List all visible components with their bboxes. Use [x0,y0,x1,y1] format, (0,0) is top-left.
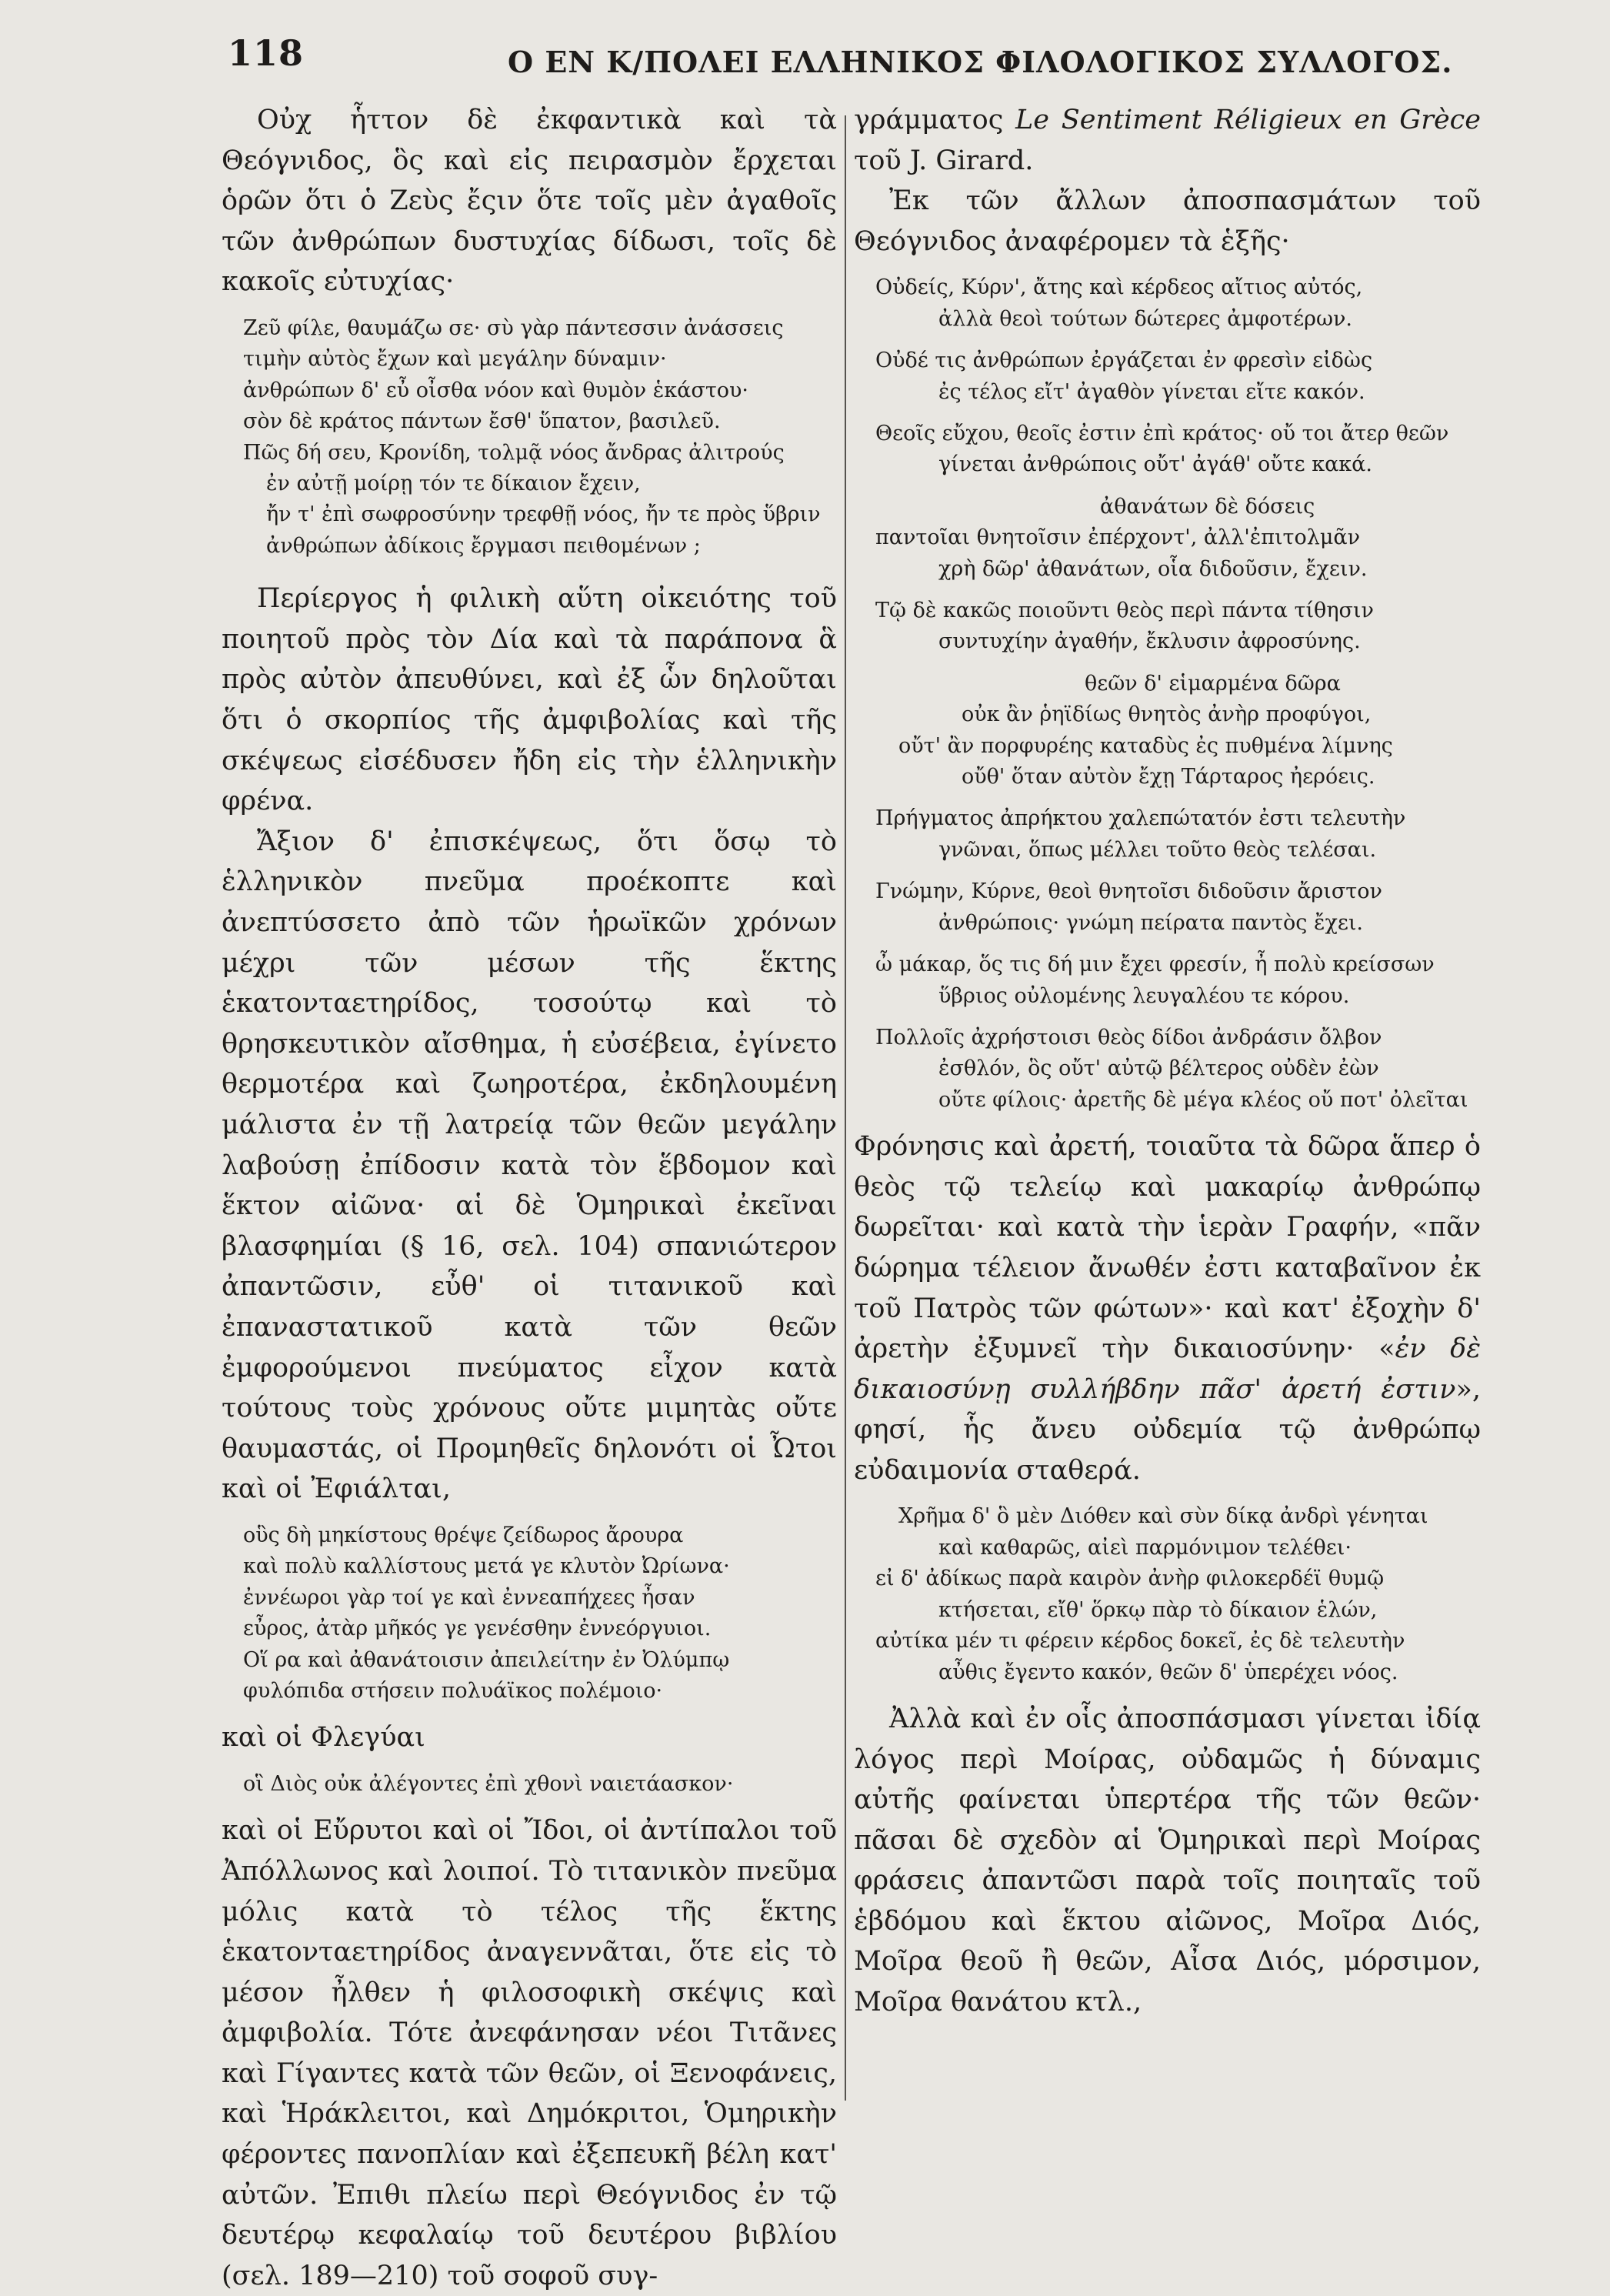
verse-line: Θεοῖς εὔχου, θεοῖς ἐστιν ἐπὶ κράτος· οὔ τοι ἄτερ θεῶν [875,422,1449,446]
verse-line: οἳ Διὸς οὐκ ἀλέγοντες ἐπὶ χθονὶ ναιετάασκον· [243,1771,734,1796]
right-paragraph-3 [854,1126,1481,1490]
verse-line: Πολλοῖς ἀχρήστοισι θεὸς δίδοι ἀνδράσιν ὄλβον [875,1025,1382,1050]
right-paragraph-1-text: γράμματος [854,105,1016,135]
verse-line: ἐν αὐτῇ μοίρῃ τόν τε δίκαιον ἔχειν, [266,472,641,496]
verse-line: οὔτε φίλοις· ἀρετῆς δὲ μέγα κλέος οὔ ποτ' ὀλεῖται [938,1087,1468,1112]
verse-line: Οὐδείς, Κύρν', ἄτης καὶ κέρδεος αἴτιος αὐτός, [875,275,1363,300]
verse-group [854,949,1481,1012]
verse-line: ἀνθρώπων δ' εὖ οἶσθα νόον καὶ θυμὸν ἑκάστου· [243,378,749,402]
left-paragraph-5: καὶ οἱ Εὔρυτοι καὶ οἱ Ἴδοι, οἱ ἀντίπαλοι τοῦ Ἀπόλλωνος καὶ λοιποί. Τὸ τιτανικὸν πνεῦμα μόλις κατὰ τὸ τέλος τῆς ἕκτης ἑκατονταετηρίδος ἀναγεννᾶται, ὅτε εἰς τὸ μέσον ἦλθεν ἡ φιλοσοφικὴ σκέψις καὶ ἀμφιβολία. Τότε ἀνεφάνησαν νέοι Τιτᾶνες καὶ Γίγαντες κατὰ τῶν θεῶν, οἱ Ξενοφάνεις, καὶ Ἡράκλειτοι, καὶ Δημόκριτοι, Ὁμηρικὴν φέροντες πανοπλίαν καὶ ἐξεπευκῆ βέλη κατ' αὐτῶν. Ἐπιθι πλείω περὶ Θεόγνιδος ἐν τῷ δευτέρῳ κεφαλαίῳ τοῦ δευτέρου βιβλίου (σελ. 189—210) τοῦ σοφοῦ συγ- [222,1815,837,2291]
verse-line: Πρήγματος ἀπρήκτου χαλεπώτατόν ἐστι τελευτὴν [875,806,1406,831]
book-title: Le Sentiment Réligieux en Grèce [1015,105,1481,135]
verse-line: ἀνθρώποις· γνώμη πείρατα παντὸς ἔχει. [938,910,1364,935]
left-column [222,100,837,2296]
scripture-quote: ἐν δὲ δικαιοσύνῃ συλλήβδην πᾶσ' ἀρετή ἐστιν [854,1333,1481,1405]
left-verse-2 [222,1520,837,1707]
verse-line: συντυχίην ἀγαθήν, ἔκλυσιν ἀφροσύνης. [938,629,1361,654]
verse-line: ἀνθρώπων ἀδίκοις ἔργμασι πειθομένων ; [266,533,701,558]
verse-line: ἀθανάτων δὲ δόσεις [1100,494,1315,519]
verse-line: κτήσεται, εἴθ' ὅρκῳ πὰρ τὸ δίκαιον ἑλών, [938,1597,1378,1622]
verse-group [854,492,1481,585]
verse-group [854,876,1481,939]
verse-group [854,1023,1481,1116]
verse-line: παντοῖαι θνητοῖσιν ἐπέρχοντ', ἀλλ'ἐπιτολμᾶν [875,526,1361,550]
verse-line: θεῶν δ' εἱμαρμένα δῶρα [1085,671,1341,696]
verse-line: ἐσθλόν, ὃς οὔτ' αὐτῷ βέλτερος οὐδὲν ἐὼν [938,1056,1379,1081]
right-paragraph-3-end: », φησί, ἧς ἄνευ οὐδεμία τῷ ἀνθρώπῳ εὐδαιμονία σταθερά. [854,1373,1481,1486]
verse-line: φυλόπιδα στήσειν πολυάϊκος πολέμοιο· [243,1678,663,1703]
column-divider [845,115,846,2101]
verse-line: οὔθ' ὅταν αὐτὸν ἔχῃ Τάρταρος ἠερόεις. [962,765,1375,789]
verse-line: σὸν δὲ κράτος πάντων ἔσθ' ὕπατον, βασιλεῦ. [243,409,721,434]
verse-line: Πῶς δή σευ, Κρονίδη, τολμᾷ νόος ἄνδρας ἀλιτρούς [243,440,785,465]
verse-line: γνῶναι, ὅπως μέλλει τοῦτο θεὸς τελέσαι. [938,837,1377,862]
left-verse-3 [222,1769,837,1800]
verse-line: ἀλλὰ θεοὶ τούτων δώτερες ἀμφοτέρων. [938,306,1353,331]
right-paragraph-4: Ἀλλὰ καὶ ἐν οἷς ἀποσπάσμασι γίνεται ἰδίᾳ λόγος περὶ Μοίρας, οὐδαμῶς ἡ δύναμις αὐτῆς φαίνεται ὑπερτέρα τῆς τῶν θεῶν· πᾶσαι δὲ σχεδὸν αἱ Ὁμηρικαὶ περὶ Μοίρας φράσεις ἀπαντῶσι παρὰ τοῖς ποιηταῖς τοῦ ἑβδόμου καὶ ἕκτου αἰῶνος, Μοῖρα Διός, Μοῖρα θεοῦ ἢ θεῶν, Αἶσα Διός, μόρσιμον, Μοῖρα θανάτου κτλ., [854,1703,1481,2018]
verse-line: ἐννέωροι γὰρ τοί γε καὶ ἐννεαπήχεες ἦσαν [243,1585,695,1610]
verse-group [854,596,1481,658]
verse-group [854,669,1481,793]
verse-line: Οὐδέ τις ἀνθρώπων ἐργάζεται ἐν φρεσὶν εἰδὼς [875,349,1373,373]
verse-line: γίνεται ἀνθρώποις οὔτ' ἀγάθ' οὔτε κακά. [938,452,1372,477]
verse-line: Οἵ ρα καὶ ἀθανάτοισιν ἀπειλείτην ἐν Ὀλύμπῳ [243,1647,730,1672]
running-head: Ο ΕΝ Κ/ΠΟΛΕΙ ΕΛΛΗΝΙΚΟΣ ΦΙΛΟΛΟΓΙΚΟΣ ΣΥΛΛΟΓΟΣ. [508,45,1453,79]
verse-line: Χρῆμα δ' ὃ μὲν Διόθεν καὶ σὺν δίκᾳ ἀνδρὶ γένηται [898,1504,1428,1529]
verse-line: ἤν τ' ἐπὶ σωφροσύνην τρεφθῇ νόος, ἤν τε πρὸς ὕβριν [266,502,821,527]
verse-line: Γνώμην, Κύρνε, θεοὶ θνητοῖσι διδοῦσιν ἄριστον [875,879,1382,904]
right-verse-last [854,1501,1481,1687]
verse-line: ἐς τέλος εἴτ' ἀγαθὸν γίνεται εἴτε κακόν. [938,379,1365,404]
right-paragraph-3-start: Φρόνησις καὶ ἀρετή, τοιαῦτα τὰ δῶρα ἅπερ ὁ θεὸς τῷ τελείῳ καὶ μακαρίῳ ἀνθρώπῳ δωρεῖται· καὶ κατὰ τὴν ἱερὰν Γραφήν, «πᾶν δώρημα τέλειον ἄνωθέν ἐστι καταβαῖνον ἐκ τοῦ Πατρὸς τῶν φώτων»· καὶ κατ' ἐξοχὴν δ' ἀρετὴν ἐξυμνεῖ τὴν δικαιοσύνην· « [854,1131,1481,1365]
left-paragraph-2: Περίεργος ἡ φιλικὴ αὕτη οἰκειότης τοῦ ποιητοῦ πρὸς τὸν Δία καὶ τὰ παράπονα ἃ πρὸς αὐτὸν ἀπευθύνει, καὶ ἐξ ὧν δηλοῦται ὅτι ὁ σκορπίος τῆς ἀμφιβολίας καὶ τῆς σκέψεως εἰσέδυσεν ἤδη εἰς τὴν ἑλληνικὴν φρένα. [222,583,837,817]
verse-line: καὶ καθαρῶς, αἰεὶ παρμόνιμον τελέθει· [938,1535,1352,1560]
right-paragraph-2: Ἐκ τῶν ἄλλων ἀποσπασμάτων τοῦ Θεόγνιδος ἀναφέρομεν τὰ ἑξῆς· [854,185,1481,257]
verse-group [854,345,1481,408]
right-paragraph-1 [854,100,1481,181]
left-paragraph-4: καὶ οἱ Φλεγύαι [222,1722,425,1754]
left-paragraph-3: Ἄξιον δ' ἐπισκέψεως, ὅτι ὅσῳ τὸ ἑλληνικὸν πνεῦμα προέκοπτε καὶ ἀνεπτύσσετο ἀπὸ τῶν ἡρωϊκῶν χρόνων μέχρι τῶν μέσων τῆς ἕκτης ἑκατονταετηρίδος, τοσούτῳ καὶ τὸ θρησκευτικὸν αἴσθημα, ἡ εὐσέβεια, ἐγίνετο θερμοτέρα καὶ ζωηροτέρα, ἐκδηλουμένη μάλιστα ἐν τῇ λατρείᾳ τῶν θεῶν μεγάλην λαβούσῃ ἐπίδοσιν κατὰ τὸν ἕβδομον καὶ ἕκτον αἰῶνα· αἱ δὲ Ὁμηρικαὶ ἐκεῖναι βλασφημίαι (§ 16, σελ. 104) σπανιώτερον ἀπαντῶσιν, εὖθ' οἱ τιτανικοῦ καὶ ἐπαναστατικοῦ κατὰ τῶν θεῶν ἐμφορούμενοι πνεύματος εἶχον κατὰ τούτους τοὺς χρόνους οὔτε μιμητὰς οὔτε θαυμαστάς, οἱ Προμηθεῖς δηλονότι οἱ Ὦτοι καὶ οἱ Ἐφιάλται, [222,826,837,1505]
verse-line: εὖρος, ἀτὰρ μῆκός γε γενέσθην ἐννεόργυιοι. [243,1617,712,1641]
page-number: 118 [228,32,305,74]
verse-group [854,272,1481,335]
verse-line: χρὴ δῶρ' ἀθανάτων, οἷα διδοῦσιν, ἔχειν. [938,556,1368,581]
left-paragraph-1: Οὐχ ἧττον δὲ ἐκφαντικὰ καὶ τὰ Θεόγνιδος, ὃς καὶ εἰς πειρασμὸν ἔρχεται ὁρῶν ὅτι ὁ Ζεὺς ἔςιν ὅτε τοῖς μὲν ἀγαθοῖς τῶν ἀνθρώπων δυστυχίας δίδωσι, τοῖς δὲ κακοῖς εὐτυχίας· [222,105,837,298]
verse-line: ὦ μάκαρ, ὅς τις δή μιν ἔχει φρεσίν, ἦ πολὺ κρείσσων [875,953,1435,977]
verse-line: οὔτ' ἂν πορφυρέης καταδὺς ἐς πυθμένα λίμνης [898,733,1393,758]
verse-group [854,419,1481,481]
verse-line: Τῷ δὲ κακῶς ποιοῦντι θεὸς περὶ πάντα τίθησιν [875,599,1374,623]
verse-line: εἰ δ' ἀδίκως παρὰ καιρὸν ἀνὴρ φιλοκερδέϊ θυμῷ [875,1567,1385,1591]
page-header [0,0,1610,92]
right-paragraph-1-author: τοῦ J. Girard. [854,145,1034,176]
verse-group [854,803,1481,866]
verse-line: τιμὴν αὐτὸς ἔχων καὶ μεγάλην δύναμιν· [243,347,667,372]
verse-line: καὶ πολὺ καλλίστους μετά γε κλυτὸν Ὠρίωνα· [243,1554,730,1579]
verse-line: Ζεῦ φίλε, θαυμάζω σε· σὺ γὰρ πάντεσσιν ἀνάσσεις [243,315,784,340]
verse-line: ὕβριος οὐλομένης λευγαλέου τε κόρου. [938,983,1350,1008]
left-verse-1 [222,313,837,562]
verse-line: αὐτίκα μέν τι φέρειν κέρδος δοκεῖ, ἐς δὲ τελευτὴν [875,1629,1405,1654]
right-column [854,100,1481,2023]
verse-line: οὓς δὴ μηκίστους θρέψε ζείδωρος ἄρουρα [243,1523,684,1547]
verse-line: οὐκ ἂν ῥηϊδίως θνητὸς ἀνὴρ προφύγοι, [962,702,1372,727]
verse-line: αὖθις ἔγεντο κακόν, θεῶν δ' ὑπερέχει νόος. [938,1660,1398,1684]
